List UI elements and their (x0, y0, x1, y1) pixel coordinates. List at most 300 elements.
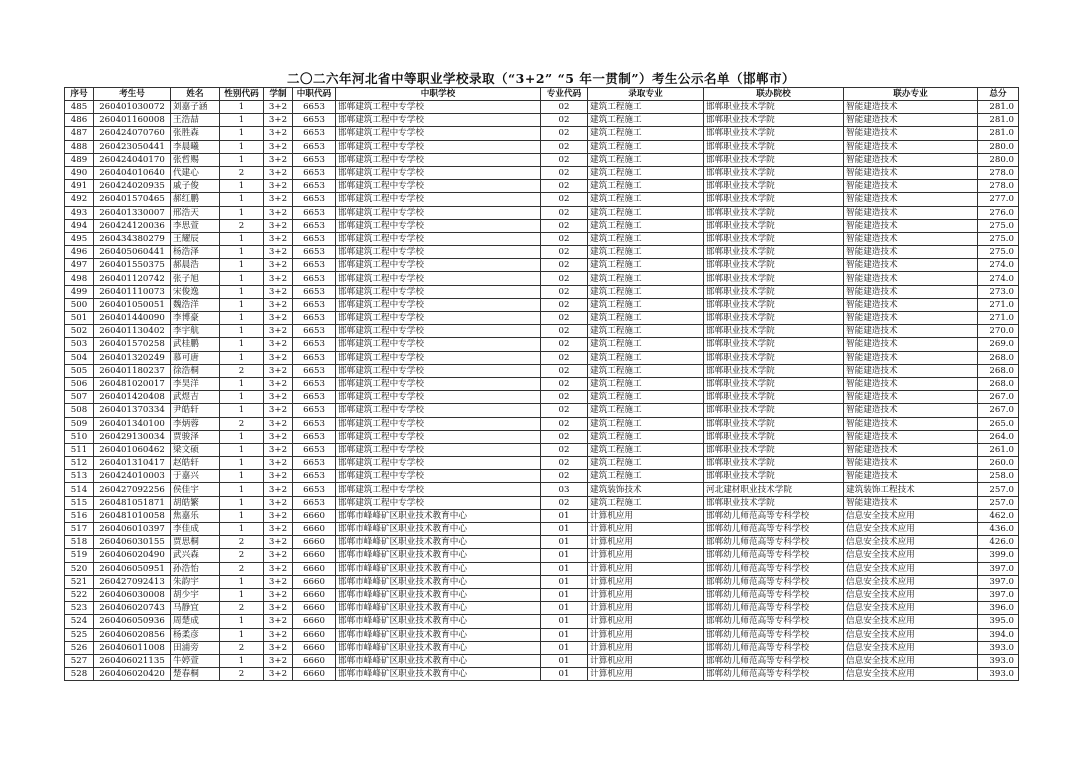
school-cell: 邯郸建筑工程中专学校 (336, 259, 541, 272)
school-code-cell: 6660 (293, 602, 336, 615)
gender-code-cell: 1 (220, 588, 264, 601)
schooling-cell: 3+2 (264, 127, 293, 140)
partner-major-cell: 智能建造技术 (844, 457, 978, 470)
major-cell: 计算机应用 (588, 562, 704, 575)
table-row (65, 298, 1019, 311)
major-code-cell: 02 (541, 364, 588, 377)
major-cell: 建筑工程施工 (588, 127, 704, 140)
major-code-cell: 03 (541, 483, 588, 496)
major-cell: 建筑工程施工 (588, 496, 704, 509)
major-cell: 建筑工程施工 (588, 417, 704, 430)
partner-major-cell: 智能建造技术 (844, 443, 978, 456)
gender-code-cell: 2 (220, 166, 264, 179)
school-cell: 邯郸建筑工程中专学校 (336, 430, 541, 443)
major-cell: 建筑工程施工 (588, 443, 704, 456)
schooling-cell: 3+2 (264, 562, 293, 575)
gender-code-cell: 1 (220, 443, 264, 456)
gender-code-cell: 2 (220, 219, 264, 232)
score-cell: 399.0 (978, 549, 1019, 562)
partner-major-cell: 智能建造技术 (844, 496, 978, 509)
table-row (65, 602, 1019, 615)
school-code-cell: 6660 (293, 588, 336, 601)
column-header: 姓名 (171, 88, 220, 101)
school-code-cell: 6653 (293, 391, 336, 404)
table-row (65, 668, 1019, 681)
score-cell: 281.0 (978, 127, 1019, 140)
major-cell: 建筑工程施工 (588, 180, 704, 193)
exam-id-cell: 260424010003 (94, 470, 171, 483)
score-cell: 281.0 (978, 114, 1019, 127)
partner-college-cell: 邯郸职业技术学院 (704, 219, 844, 232)
school-cell: 邯郸建筑工程中专学校 (336, 180, 541, 193)
gender-code-cell: 1 (220, 114, 264, 127)
major-code-cell: 02 (541, 417, 588, 430)
column-header: 序号 (65, 88, 94, 101)
score-cell: 396.0 (978, 602, 1019, 615)
school-cell: 邯郸市峰峰矿区职业技术教育中心 (336, 509, 541, 522)
score-cell: 268.0 (978, 377, 1019, 390)
exam-id-cell: 260401060462 (94, 443, 171, 456)
partner-college-cell: 邯郸职业技术学院 (704, 193, 844, 206)
table-row (65, 483, 1019, 496)
seq-cell: 505 (65, 364, 94, 377)
table-row (65, 285, 1019, 298)
partner-major-cell: 智能建造技术 (844, 351, 978, 364)
score-cell: 261.0 (978, 443, 1019, 456)
schooling-cell: 3+2 (264, 246, 293, 259)
schooling-cell: 3+2 (264, 654, 293, 667)
major-cell: 建筑工程施工 (588, 285, 704, 298)
major-code-cell: 02 (541, 127, 588, 140)
partner-major-cell: 智能建造技术 (844, 219, 978, 232)
gender-code-cell: 1 (220, 325, 264, 338)
major-code-cell: 02 (541, 457, 588, 470)
schooling-cell: 3+2 (264, 364, 293, 377)
major-code-cell: 01 (541, 654, 588, 667)
table-row (65, 457, 1019, 470)
partner-major-cell: 智能建造技术 (844, 127, 978, 140)
school-cell: 邯郸建筑工程中专学校 (336, 232, 541, 245)
score-cell: 280.0 (978, 140, 1019, 153)
major-cell: 建筑工程施工 (588, 219, 704, 232)
major-code-cell: 02 (541, 140, 588, 153)
exam-id-cell: 260401130402 (94, 325, 171, 338)
score-cell: 267.0 (978, 391, 1019, 404)
major-code-cell: 02 (541, 180, 588, 193)
schooling-cell: 3+2 (264, 668, 293, 681)
seq-cell: 506 (65, 377, 94, 390)
school-code-cell: 6653 (293, 206, 336, 219)
partner-major-cell: 智能建造技术 (844, 391, 978, 404)
major-cell: 建筑工程施工 (588, 470, 704, 483)
seq-cell: 490 (65, 166, 94, 179)
table-row (65, 325, 1019, 338)
partner-college-cell: 邯郸职业技术学院 (704, 430, 844, 443)
major-code-cell: 02 (541, 206, 588, 219)
seq-cell: 514 (65, 483, 94, 496)
column-header: 学制 (264, 88, 293, 101)
gender-code-cell: 2 (220, 562, 264, 575)
partner-college-cell: 邯郸职业技术学院 (704, 338, 844, 351)
gender-code-cell: 1 (220, 312, 264, 325)
school-code-cell: 6653 (293, 140, 336, 153)
seq-cell: 486 (65, 114, 94, 127)
score-cell: 270.0 (978, 325, 1019, 338)
major-cell: 计算机应用 (588, 509, 704, 522)
school-code-cell: 6653 (293, 285, 336, 298)
major-code-cell: 02 (541, 285, 588, 298)
seq-cell: 512 (65, 457, 94, 470)
school-cell: 邯郸建筑工程中专学校 (336, 312, 541, 325)
table-row (65, 377, 1019, 390)
schooling-cell: 3+2 (264, 351, 293, 364)
seq-cell: 497 (65, 259, 94, 272)
major-code-cell: 02 (541, 338, 588, 351)
name-cell: 宋俊逸 (171, 285, 220, 298)
score-cell: 268.0 (978, 351, 1019, 364)
schooling-cell: 3+2 (264, 153, 293, 166)
exam-id-cell: 260424040170 (94, 153, 171, 166)
gender-code-cell: 2 (220, 417, 264, 430)
table-row (65, 615, 1019, 628)
partner-college-cell: 邯郸幼儿师范高等专科学校 (704, 615, 844, 628)
major-code-cell: 01 (541, 509, 588, 522)
seq-cell: 527 (65, 654, 94, 667)
schooling-cell: 3+2 (264, 259, 293, 272)
exam-id-cell: 260427092256 (94, 483, 171, 496)
header-row (65, 88, 1019, 101)
table-row (65, 166, 1019, 179)
gender-code-cell: 1 (220, 391, 264, 404)
major-cell: 计算机应用 (588, 549, 704, 562)
score-cell: 393.0 (978, 668, 1019, 681)
schooling-cell: 3+2 (264, 417, 293, 430)
name-cell: 马静宜 (171, 602, 220, 615)
partner-college-cell: 邯郸职业技术学院 (704, 166, 844, 179)
schooling-cell: 3+2 (264, 588, 293, 601)
seq-cell: 513 (65, 470, 94, 483)
seq-cell: 509 (65, 417, 94, 430)
schooling-cell: 3+2 (264, 404, 293, 417)
score-cell: 397.0 (978, 562, 1019, 575)
gender-code-cell: 1 (220, 483, 264, 496)
exam-id-cell: 260401120742 (94, 272, 171, 285)
name-cell: 田浦旁 (171, 641, 220, 654)
name-cell: 李博豪 (171, 312, 220, 325)
major-code-cell: 02 (541, 101, 588, 114)
gender-code-cell: 1 (220, 628, 264, 641)
partner-major-cell: 智能建造技术 (844, 417, 978, 430)
partner-major-cell: 智能建造技术 (844, 246, 978, 259)
gender-code-cell: 1 (220, 509, 264, 522)
column-header: 性别代码 (220, 88, 264, 101)
partner-college-cell: 邯郸职业技术学院 (704, 470, 844, 483)
partner-college-cell: 邯郸职业技术学院 (704, 127, 844, 140)
score-cell: 277.0 (978, 193, 1019, 206)
seq-cell: 493 (65, 206, 94, 219)
school-code-cell: 6660 (293, 668, 336, 681)
school-cell: 邯郸建筑工程中专学校 (336, 470, 541, 483)
school-code-cell: 6653 (293, 443, 336, 456)
score-cell: 257.0 (978, 483, 1019, 496)
major-code-cell: 02 (541, 298, 588, 311)
name-cell: 张哲赐 (171, 153, 220, 166)
major-code-cell: 02 (541, 325, 588, 338)
partner-major-cell: 信息安全技术应用 (844, 549, 978, 562)
table-row (65, 364, 1019, 377)
exam-id-cell: 260401030072 (94, 101, 171, 114)
score-cell: 280.0 (978, 153, 1019, 166)
partner-major-cell: 信息安全技术应用 (844, 654, 978, 667)
schooling-cell: 3+2 (264, 602, 293, 615)
major-code-cell: 02 (541, 259, 588, 272)
table-row (65, 404, 1019, 417)
major-cell: 建筑装饰技术 (588, 483, 704, 496)
name-cell: 孙浩怡 (171, 562, 220, 575)
partner-major-cell: 信息安全技术应用 (844, 523, 978, 536)
exam-id-cell: 260401420408 (94, 391, 171, 404)
school-cell: 邯郸建筑工程中专学校 (336, 219, 541, 232)
school-cell: 邯郸市峰峰矿区职业技术教育中心 (336, 588, 541, 601)
table-body (65, 101, 1019, 681)
seq-cell: 524 (65, 615, 94, 628)
score-cell: 393.0 (978, 654, 1019, 667)
gender-code-cell: 1 (220, 153, 264, 166)
schooling-cell: 3+2 (264, 430, 293, 443)
major-cell: 建筑工程施工 (588, 232, 704, 245)
partner-college-cell: 邯郸职业技术学院 (704, 417, 844, 430)
seq-cell: 502 (65, 325, 94, 338)
score-cell: 264.0 (978, 430, 1019, 443)
partner-major-cell: 智能建造技术 (844, 404, 978, 417)
partner-college-cell: 邯郸职业技术学院 (704, 377, 844, 390)
schooling-cell: 3+2 (264, 509, 293, 522)
exam-id-cell: 260406020743 (94, 602, 171, 615)
schooling-cell: 3+2 (264, 549, 293, 562)
school-code-cell: 6653 (293, 101, 336, 114)
seq-cell: 489 (65, 153, 94, 166)
school-code-cell: 6653 (293, 364, 336, 377)
major-code-cell: 02 (541, 404, 588, 417)
table-row (65, 654, 1019, 667)
name-cell: 李思萱 (171, 219, 220, 232)
exam-id-cell: 260429130034 (94, 430, 171, 443)
table-row (65, 470, 1019, 483)
schooling-cell: 3+2 (264, 641, 293, 654)
major-cell: 建筑工程施工 (588, 259, 704, 272)
gender-code-cell: 1 (220, 232, 264, 245)
school-code-cell: 6660 (293, 549, 336, 562)
gender-code-cell: 1 (220, 523, 264, 536)
exam-id-cell: 260406030008 (94, 588, 171, 601)
major-cell: 建筑工程施工 (588, 298, 704, 311)
name-cell: 梁文硕 (171, 443, 220, 456)
exam-id-cell: 260424020935 (94, 180, 171, 193)
partner-college-cell: 河北建材职业技术学院 (704, 483, 844, 496)
major-cell: 建筑工程施工 (588, 391, 704, 404)
table-row (65, 193, 1019, 206)
name-cell: 张子旭 (171, 272, 220, 285)
schooling-cell: 3+2 (264, 377, 293, 390)
school-cell: 邯郸市峰峰矿区职业技术教育中心 (336, 628, 541, 641)
partner-college-cell: 邯郸职业技术学院 (704, 246, 844, 259)
exam-id-cell: 260401320249 (94, 351, 171, 364)
partner-college-cell: 邯郸职业技术学院 (704, 232, 844, 245)
major-cell: 建筑工程施工 (588, 153, 704, 166)
gender-code-cell: 2 (220, 602, 264, 615)
school-code-cell: 6653 (293, 338, 336, 351)
table-row (65, 312, 1019, 325)
score-cell: 397.0 (978, 575, 1019, 588)
gender-code-cell: 1 (220, 338, 264, 351)
partner-major-cell: 智能建造技术 (844, 259, 978, 272)
name-cell: 王耀辰 (171, 232, 220, 245)
seq-cell: 511 (65, 443, 94, 456)
major-code-cell: 01 (541, 536, 588, 549)
major-code-cell: 02 (541, 470, 588, 483)
schooling-cell: 3+2 (264, 457, 293, 470)
schooling-cell: 3+2 (264, 391, 293, 404)
score-cell: 276.0 (978, 206, 1019, 219)
major-code-cell: 02 (541, 193, 588, 206)
exam-id-cell: 260405060441 (94, 246, 171, 259)
seq-cell: 496 (65, 246, 94, 259)
partner-major-cell: 智能建造技术 (844, 101, 978, 114)
exam-id-cell: 260406050951 (94, 562, 171, 575)
school-cell: 邯郸建筑工程中专学校 (336, 483, 541, 496)
major-code-cell: 02 (541, 246, 588, 259)
exam-id-cell: 260401180237 (94, 364, 171, 377)
exam-id-cell: 260401330007 (94, 206, 171, 219)
school-cell: 邯郸建筑工程中专学校 (336, 377, 541, 390)
partner-major-cell: 智能建造技术 (844, 180, 978, 193)
exam-id-cell: 260406020856 (94, 628, 171, 641)
table-row (65, 219, 1019, 232)
school-cell: 邯郸建筑工程中专学校 (336, 114, 541, 127)
gender-code-cell: 1 (220, 193, 264, 206)
school-code-cell: 6660 (293, 509, 336, 522)
major-code-cell: 01 (541, 588, 588, 601)
exam-id-cell: 260401570465 (94, 193, 171, 206)
column-header: 总分 (978, 88, 1019, 101)
major-cell: 建筑工程施工 (588, 351, 704, 364)
exam-id-cell: 260424120036 (94, 219, 171, 232)
table-row (65, 628, 1019, 641)
partner-major-cell: 智能建造技术 (844, 272, 978, 285)
school-code-cell: 6653 (293, 232, 336, 245)
partner-college-cell: 邯郸幼儿师范高等专科学校 (704, 575, 844, 588)
score-cell: 275.0 (978, 232, 1019, 245)
name-cell: 李佳成 (171, 523, 220, 536)
name-cell: 戚子俊 (171, 180, 220, 193)
school-code-cell: 6653 (293, 219, 336, 232)
name-cell: 贾思桐 (171, 536, 220, 549)
school-code-cell: 6653 (293, 325, 336, 338)
school-cell: 邯郸建筑工程中专学校 (336, 140, 541, 153)
schooling-cell: 3+2 (264, 338, 293, 351)
school-cell: 邯郸建筑工程中专学校 (336, 285, 541, 298)
partner-college-cell: 邯郸职业技术学院 (704, 312, 844, 325)
partner-major-cell: 信息安全技术应用 (844, 615, 978, 628)
column-header: 专业代码 (541, 88, 588, 101)
school-cell: 邯郸建筑工程中专学校 (336, 153, 541, 166)
table-row (65, 509, 1019, 522)
schooling-cell: 3+2 (264, 523, 293, 536)
partner-college-cell: 邯郸幼儿师范高等专科学校 (704, 549, 844, 562)
table-row (65, 140, 1019, 153)
partner-major-cell: 信息安全技术应用 (844, 536, 978, 549)
school-code-cell: 6653 (293, 127, 336, 140)
gender-code-cell: 2 (220, 364, 264, 377)
exam-id-cell: 260406010397 (94, 523, 171, 536)
major-cell: 建筑工程施工 (588, 206, 704, 219)
score-cell: 258.0 (978, 470, 1019, 483)
school-cell: 邯郸建筑工程中专学校 (336, 404, 541, 417)
school-code-cell: 6653 (293, 259, 336, 272)
table-row (65, 430, 1019, 443)
major-cell: 建筑工程施工 (588, 272, 704, 285)
partner-major-cell: 建筑装饰工程技术 (844, 483, 978, 496)
major-code-cell: 02 (541, 219, 588, 232)
name-cell: 慕可唐 (171, 351, 220, 364)
table-header (65, 88, 1019, 101)
major-cell: 建筑工程施工 (588, 325, 704, 338)
score-cell: 394.0 (978, 628, 1019, 641)
partner-major-cell: 信息安全技术应用 (844, 575, 978, 588)
gender-code-cell: 1 (220, 246, 264, 259)
column-header: 联办院校 (704, 88, 844, 101)
table-row (65, 246, 1019, 259)
partner-college-cell: 邯郸职业技术学院 (704, 404, 844, 417)
partner-major-cell: 智能建造技术 (844, 140, 978, 153)
name-cell: 郝红鹏 (171, 193, 220, 206)
table-row (65, 523, 1019, 536)
partner-major-cell: 智能建造技术 (844, 338, 978, 351)
major-cell: 建筑工程施工 (588, 364, 704, 377)
score-cell: 273.0 (978, 285, 1019, 298)
exam-id-cell: 260434380279 (94, 232, 171, 245)
partner-major-cell: 智能建造技术 (844, 325, 978, 338)
column-header: 联办专业 (844, 88, 978, 101)
major-code-cell: 02 (541, 166, 588, 179)
school-cell: 邯郸建筑工程中专学校 (336, 391, 541, 404)
school-code-cell: 6653 (293, 193, 336, 206)
major-code-cell: 02 (541, 114, 588, 127)
schooling-cell: 3+2 (264, 615, 293, 628)
partner-major-cell: 智能建造技术 (844, 193, 978, 206)
name-cell: 周楚成 (171, 615, 220, 628)
table-row (65, 153, 1019, 166)
gender-code-cell: 1 (220, 259, 264, 272)
major-cell: 建筑工程施工 (588, 140, 704, 153)
partner-college-cell: 邯郸职业技术学院 (704, 140, 844, 153)
school-code-cell: 6653 (293, 430, 336, 443)
gender-code-cell: 1 (220, 430, 264, 443)
score-cell: 275.0 (978, 219, 1019, 232)
school-cell: 邯郸市峰峰矿区职业技术教育中心 (336, 668, 541, 681)
major-code-cell: 02 (541, 312, 588, 325)
seq-cell: 492 (65, 193, 94, 206)
score-cell: 269.0 (978, 338, 1019, 351)
name-cell: 魏浩洋 (171, 298, 220, 311)
partner-college-cell: 邯郸职业技术学院 (704, 443, 844, 456)
school-cell: 邯郸建筑工程中专学校 (336, 246, 541, 259)
school-cell: 邯郸市峰峰矿区职业技术教育中心 (336, 549, 541, 562)
partner-college-cell: 邯郸幼儿师范高等专科学校 (704, 536, 844, 549)
school-cell: 邯郸建筑工程中专学校 (336, 206, 541, 219)
gender-code-cell: 1 (220, 285, 264, 298)
school-cell: 邯郸建筑工程中专学校 (336, 417, 541, 430)
